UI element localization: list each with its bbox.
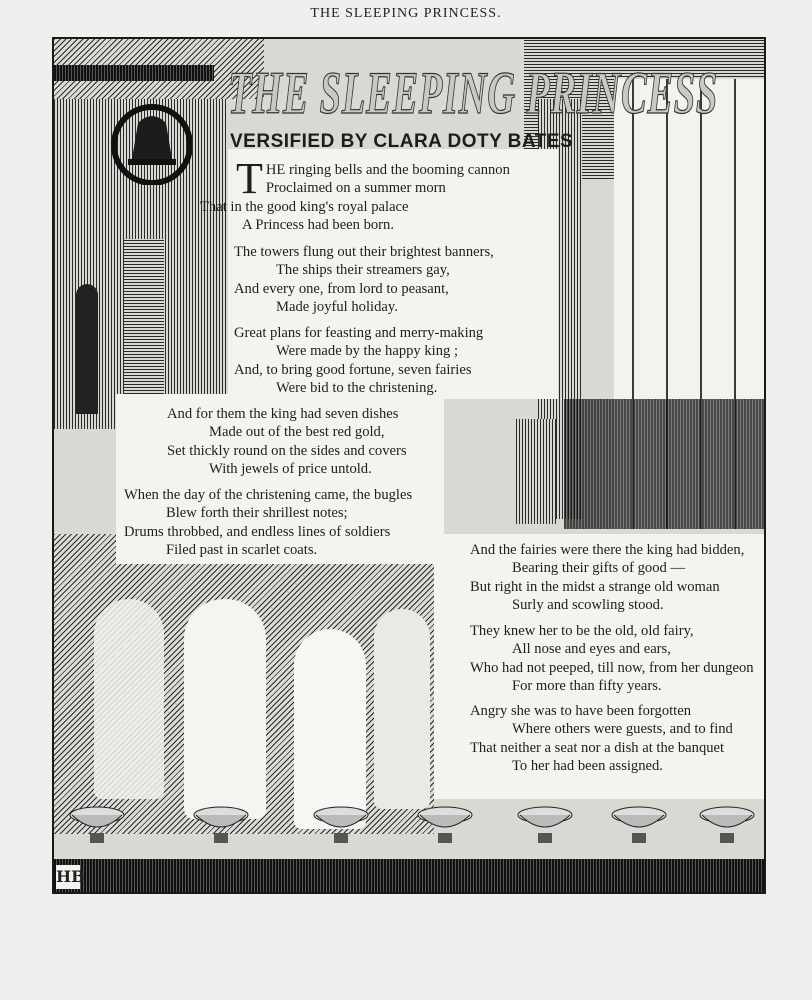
stanza-7	[470, 622, 754, 696]
stanza-line: For more than fifty years.	[512, 678, 662, 695]
dishes-row	[54, 799, 764, 859]
stanza-4	[167, 405, 407, 479]
golden-dish-icon	[516, 799, 574, 845]
fairy-figure-3	[374, 609, 430, 809]
bell-beam	[54, 65, 214, 81]
stanza-line: All nose and eyes and ears,	[512, 641, 671, 658]
stanza-line: When the day of the christening came, the bugles	[124, 487, 413, 503]
stanza-line: Were made by the happy king ;	[276, 343, 459, 360]
fairy-figure-2	[184, 599, 266, 819]
stanza-line: Blew forth their shrillest notes;	[166, 505, 348, 522]
stanza-line: Great plans for feasting and merry-making	[234, 325, 484, 341]
doorway	[516, 419, 556, 524]
dropcap: T	[236, 154, 263, 203]
stanza-5	[124, 486, 412, 560]
stanza-1	[200, 154, 510, 235]
golden-dish-icon	[312, 799, 370, 845]
stanza-line: And every one, from lord to peasant,	[234, 280, 449, 297]
golden-dish-icon	[68, 799, 126, 845]
fairy-figure-1	[94, 599, 164, 799]
bell-icon	[108, 101, 192, 185]
stanza-line: Where others were guests, and to find	[512, 721, 733, 738]
stanza-line: Made out of the best red gold,	[209, 424, 385, 441]
stanza-line: And for them the king had seven dishes	[167, 406, 399, 422]
stanza-line: To her had been assigned.	[512, 758, 663, 775]
stanza-line: Set thickly round on the sides and covers	[167, 442, 407, 459]
stanza-line: Drums throbbed, and endless lines of soldiers	[124, 523, 391, 540]
golden-dish-icon	[192, 799, 250, 845]
illustration-plate	[52, 37, 766, 894]
stanza-line: With jewels of price untold.	[209, 461, 372, 478]
stanza-8	[470, 702, 733, 776]
stanza-line: The towers flung out their brightest banners,	[234, 244, 494, 260]
title-lettering	[226, 47, 726, 137]
stanza-line: Who had not peeped, till now, from her dungeon	[470, 659, 754, 676]
stanza-line: Proclaimed on a summer morn	[265, 180, 446, 197]
artist-monogram: HB	[56, 865, 80, 889]
stanza-3	[234, 324, 483, 398]
stanza-2	[234, 243, 494, 317]
title-lettering-text: THE SLEEPING PRINCESS	[228, 60, 718, 126]
running-head: THE SLEEPING PRINCESS.	[310, 6, 502, 21]
stanza-line: Filed past in scarlet coats.	[166, 542, 318, 559]
stanza-line: But right in the midst a strange old woman	[470, 578, 720, 595]
golden-dish-icon	[698, 799, 756, 845]
stanza-line: Angry she was to have been forgotten	[470, 703, 692, 719]
golden-dish-icon	[416, 799, 474, 845]
byline: VERSIFIED BY CLARA DOTY BATES	[230, 131, 574, 152]
stanza-line: And, to bring good fortune, seven fairies	[234, 361, 472, 378]
stanza-line: Were bid to the christening.	[276, 380, 438, 397]
golden-dish-icon	[610, 799, 668, 845]
stanza-line: HE ringing bells and the booming cannon	[265, 162, 510, 178]
stanza-6	[470, 541, 744, 615]
stanza-line: They knew her to be the old, old fairy,	[470, 623, 694, 639]
arched-window	[76, 284, 98, 414]
street-crowd	[564, 399, 764, 529]
stanza-line: Made joyful holiday.	[276, 299, 398, 316]
stanza-line: That in the good king's royal palace	[200, 198, 409, 215]
stanza-line: The ships their streamers gay,	[276, 262, 450, 279]
stanza-line: That neither a seat nor a dish at the banquet	[470, 739, 725, 756]
stanza-line: Bearing their gifts of good —	[512, 560, 686, 577]
floor-band	[54, 859, 764, 892]
stanza-line: A Princess had been born.	[242, 217, 394, 234]
stanza-line: And the fairies were there the king had bidden,	[470, 542, 745, 558]
stanza-line: Surly and scowling stood.	[512, 597, 664, 614]
